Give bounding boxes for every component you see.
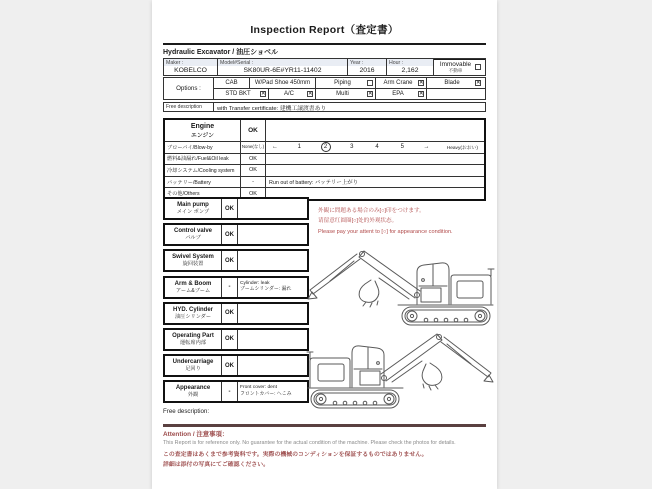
immovable-checkbox xyxy=(475,64,481,70)
attention-divider xyxy=(163,424,486,427)
immovable-label-jp: 不動車 xyxy=(448,67,463,73)
option-arm-crane-checkbox xyxy=(418,80,424,86)
engine-name-jp: エンジン xyxy=(191,132,214,139)
engine-name-en: Engine xyxy=(190,122,215,130)
options-table xyxy=(163,77,486,100)
blowby-scale-3: 3 xyxy=(350,144,354,151)
engine-status: OK xyxy=(241,120,266,141)
option-ac: A/C ✕ xyxy=(269,89,316,99)
option-epa-checkbox xyxy=(418,91,424,97)
machine-type-heading: Hydraulic Excavator / 油圧ショベル xyxy=(163,47,486,60)
option-piping-checkbox xyxy=(367,80,373,86)
attention-line-jp2: 詳細は添付の写真にてご確認ください。 xyxy=(163,462,270,468)
hour-cell xyxy=(387,59,434,75)
option-arm-crane: Arm Crane ✕ xyxy=(376,78,427,88)
attention-title: Attention / 注意事項： xyxy=(163,431,229,438)
hour-label: Hour : xyxy=(387,59,433,66)
free-description-label: Free description xyxy=(164,103,214,111)
option-blade: Blade ✕ xyxy=(427,78,483,88)
year-value: 2016 xyxy=(359,67,375,74)
engine-row-fuel-oil: 燃料&油漏れ/Fuel&Oil leak OK xyxy=(165,153,484,165)
attention-line-jp1: この査定書はあくまで参考資料です。実際の機械のコンディションを保証するものではありません。 xyxy=(163,452,428,458)
option-multi-checkbox xyxy=(367,91,373,97)
immovable-cell xyxy=(434,59,483,75)
maker-label: Maker : xyxy=(164,59,217,66)
option-piping: Piping xyxy=(316,78,376,88)
appearance-note-en: Please pay your attent to [○] for appearance condition. xyxy=(318,228,453,235)
free-description-row xyxy=(163,102,486,112)
excavator-side-view-icon xyxy=(305,236,497,330)
year-label: Year : xyxy=(348,59,386,66)
engine-section xyxy=(163,118,486,201)
blowby-scale-1: 1 xyxy=(297,144,301,151)
maker-value: KOBELCO xyxy=(174,67,207,74)
option-epa: EPA ✕ xyxy=(376,89,427,99)
option-cab: CAB xyxy=(214,78,250,88)
machine-info-table xyxy=(163,58,486,76)
blowby-none-label: None(なし) xyxy=(241,142,266,153)
options-row-2 xyxy=(214,89,485,99)
blowby-arrow-left: ← xyxy=(272,144,278,151)
blowby-scale-4: 4 xyxy=(375,144,379,151)
options-row-1 xyxy=(214,78,485,89)
maker-cell xyxy=(164,59,218,75)
option-wpad-shoe: W/Pad Shoe 450mm xyxy=(250,78,316,88)
engine-row-cooling: 冷却システム/Cooling system OK xyxy=(165,164,484,176)
attention-line-en: This Report is for reference only. No guarantee for the actual condition of the machine. Please check the photos for details. xyxy=(163,440,456,446)
block-control-valve: Control valve バルブ OK xyxy=(163,223,309,246)
immovable-label: Immovable xyxy=(439,60,472,68)
page-title: Inspection Report（査定書） xyxy=(250,24,399,36)
year-cell xyxy=(348,59,387,75)
block-hyd-cylinder: HYD. Cylinder 油圧シリンダー OK xyxy=(163,302,309,325)
excavator-drawing-bottom xyxy=(304,319,496,413)
option-std-bkt-checkbox xyxy=(260,91,266,97)
block-main-pump: Main pump メイン ポンプ OK xyxy=(163,197,309,220)
inspection-blocks xyxy=(163,197,309,407)
option-empty xyxy=(427,89,483,99)
blowby-heavy-label: Heavy(おおい) xyxy=(446,145,478,151)
appearance-note-jp: 外観に問題ある場合のみ[○]印をつけます。 xyxy=(318,208,425,214)
engine-row-others: その他/Others OK xyxy=(165,187,484,199)
blowby-label: ブローバイ/Blow-by xyxy=(165,142,241,153)
blowby-scale-2: 2 xyxy=(321,142,331,152)
option-ac-checkbox xyxy=(307,91,313,97)
block-undercarriage: Undercarriage 足回り OK xyxy=(163,354,309,377)
option-blade-checkbox xyxy=(475,80,481,86)
block-arm-boom: Arm & Boom アーム&ブーム - Cylinder: leak ブームシリンダー: 漏れ xyxy=(163,276,309,299)
title-divider xyxy=(163,43,486,45)
blowby-scale xyxy=(266,142,484,153)
model-serial-cell xyxy=(218,59,348,75)
appearance-note xyxy=(318,206,490,237)
option-std-bkt: STD BKT ✕ xyxy=(214,89,269,99)
inspection-report-page xyxy=(152,0,497,489)
engine-row-battery: バッテリー/Battery - Run out of battery: バッテリー上がり xyxy=(165,176,484,188)
block-appearance: Appearance 外観 - Front cover: dent フロントカバー: へこみ xyxy=(163,380,309,403)
model-serial-label: Model#Serial : xyxy=(218,59,347,66)
model-serial-value: SK80UR-6E#YR11-11402 xyxy=(243,67,322,74)
engine-header xyxy=(165,120,484,141)
option-multi: Multi ✕ xyxy=(316,89,376,99)
engine-blowby-row xyxy=(165,141,484,153)
block-swivel-system: Swivel System 旋回装置 OK xyxy=(163,249,309,272)
free-description-value: with Transfer certificate: 建機工譲渡書あり xyxy=(217,105,327,112)
options-label: Options : xyxy=(164,78,214,99)
excavator-drawing-top xyxy=(305,236,497,330)
appearance-note-zh: 请留意红圆圈[○]处的外观状态。 xyxy=(318,218,398,225)
free-description-bottom: Free description: xyxy=(163,408,210,415)
hour-value: 2,162 xyxy=(401,67,419,74)
blowby-arrow-right: → xyxy=(423,144,430,151)
blowby-scale-5: 5 xyxy=(400,144,404,151)
excavator-side-view-icon xyxy=(304,319,496,413)
engine-header-spacer xyxy=(266,120,484,141)
block-operating-part: Operating Part 運転席内部 OK xyxy=(163,328,309,351)
